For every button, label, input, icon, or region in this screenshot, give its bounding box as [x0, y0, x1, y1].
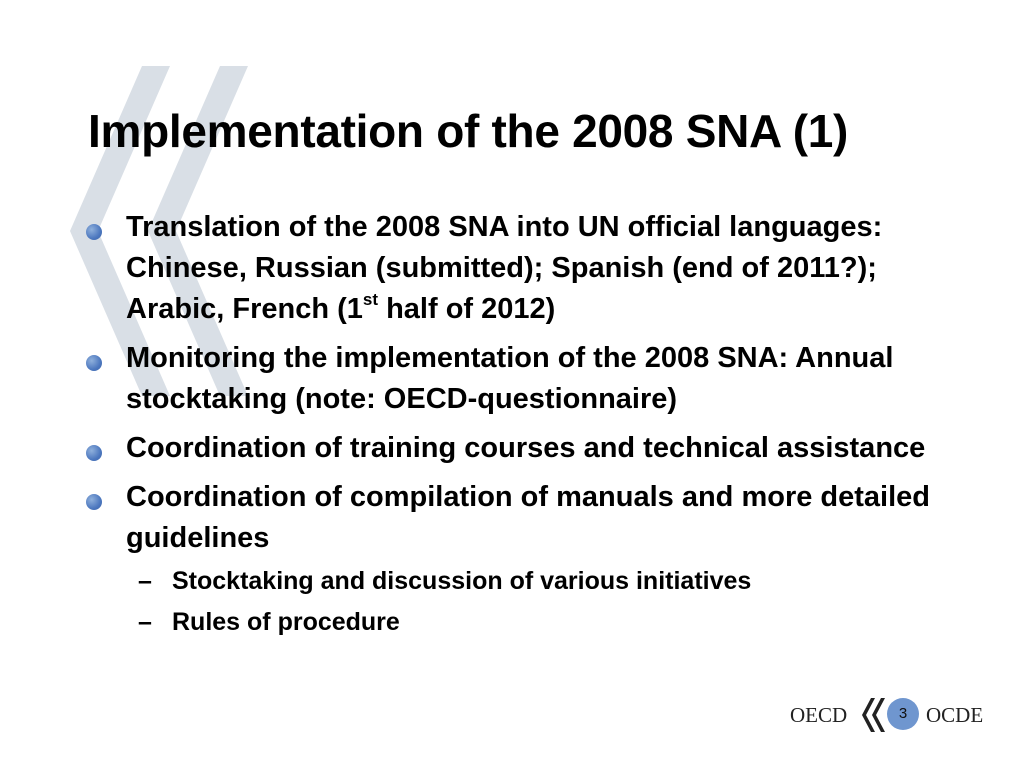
bullet-dot-icon — [86, 355, 102, 371]
bullet-text: Coordination of compilation of manuals and more detailed guidelines — [126, 481, 930, 554]
bullet-text: Coordination of training courses and technical assistance — [126, 432, 926, 464]
footer-logo — [786, 696, 996, 734]
footer-ocde-text: OCDE — [926, 703, 984, 727]
bullet-list — [86, 207, 966, 651]
superscript: st — [362, 290, 379, 310]
bullet-dot-icon — [86, 224, 102, 240]
dash-icon: – — [138, 608, 152, 636]
bullet-text-continued: half of 2012) — [378, 293, 556, 325]
sub-bullet-text: Stocktaking and discussion of various initiatives — [172, 567, 752, 595]
bullet-item — [86, 477, 966, 643]
sub-bullet-list — [126, 561, 966, 643]
bullet-text: Translation of the 2008 SNA into UN official languages: Chinese, Russian (submitted); Spanish (end of 2011?); Arabic, French (1 — [126, 211, 883, 325]
bullet-text: Monitoring the implementation of the 2008 SNA: Annual stocktaking (note: OECD-questionnaire) — [126, 342, 894, 415]
bullet-dot-icon — [86, 494, 102, 510]
page-number-badge: 3 — [887, 698, 919, 730]
dash-icon: – — [138, 567, 152, 595]
oecd-guillemet-logo-icon — [860, 698, 888, 732]
slide-title: Implementation of the 2008 SNA (1) — [88, 105, 849, 157]
bullet-dot-icon — [86, 445, 102, 461]
sub-bullet-item — [126, 561, 966, 602]
footer-oecd-text: OECD — [790, 703, 848, 727]
bullet-item — [86, 338, 966, 420]
bullet-item — [86, 207, 966, 330]
bullet-item — [86, 428, 966, 469]
sub-bullet-text: Rules of procedure — [172, 608, 400, 636]
sub-bullet-item — [126, 602, 966, 643]
